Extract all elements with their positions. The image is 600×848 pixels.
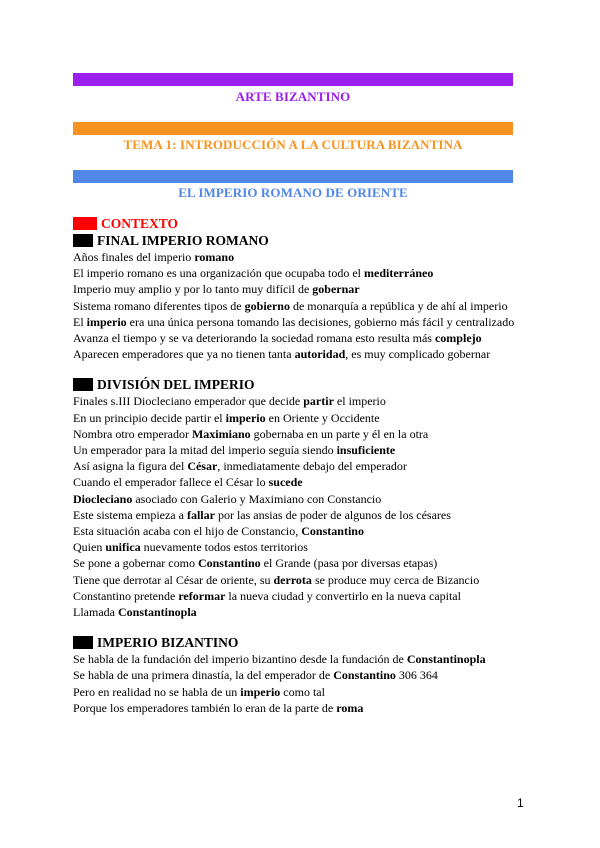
bold-keyword: unifica xyxy=(105,540,141,555)
text-segment: era una única persona tomando las decisiones, gobierno más fácil y centralizado xyxy=(126,314,515,329)
section-title: DIVISIÓN DEL IMPERIO xyxy=(97,377,255,393)
section-heading xyxy=(73,232,533,249)
text-segment: nuevamente todos estos territorios xyxy=(140,540,308,555)
topic-heading: TEMA 1: INTRODUCCIÓN A LA CULTURA BIZANTINA xyxy=(123,137,463,152)
text-line xyxy=(73,651,533,667)
sections-container xyxy=(73,232,533,716)
text-line xyxy=(73,426,533,442)
section-heading xyxy=(73,634,533,651)
text-segment: El xyxy=(73,314,87,329)
text-line xyxy=(73,684,533,700)
bold-keyword: Constantino xyxy=(197,556,261,571)
text-segment: por las ansias de poder de algunos de los césares xyxy=(214,507,451,522)
text-segment: en Oriente y Occidente xyxy=(265,410,380,425)
bold-keyword: insuficiente xyxy=(336,443,396,458)
section-title: IMPERIO BIZANTINO xyxy=(97,635,239,651)
text-line xyxy=(73,572,533,588)
text-segment: 306 364 xyxy=(395,668,438,683)
bold-keyword: César xyxy=(187,459,218,474)
bold-keyword: romano xyxy=(194,250,235,264)
text-segment: Años finales del imperio xyxy=(73,250,195,264)
topic-color-bar xyxy=(73,122,513,135)
text-segment: Esta situación acaba con el hijo de Constancio, xyxy=(73,524,302,539)
text-segment: Imperio muy amplio y por lo tanto muy difícil de xyxy=(73,282,313,297)
text-segment: Finales s.III Diocleciano emperador que decide xyxy=(73,394,304,409)
text-segment: como tal xyxy=(280,684,325,699)
text-segment: se produce muy cerca de Bizancio xyxy=(311,572,480,587)
bold-keyword: mediterráneo xyxy=(364,266,434,281)
text-line xyxy=(73,265,533,281)
text-line xyxy=(73,458,533,474)
bold-keyword: Maximiano xyxy=(191,426,251,441)
text-segment: Este sistema empieza a xyxy=(73,507,187,522)
text-line xyxy=(73,442,533,458)
title-color-bar xyxy=(73,73,513,86)
bold-keyword: imperio xyxy=(225,410,266,425)
bold-keyword: Diocleciano xyxy=(73,491,133,506)
text-line xyxy=(73,700,533,716)
text-line xyxy=(73,588,533,604)
bold-keyword: sucede xyxy=(268,475,303,490)
text-segment: Se habla de la fundación del imperio bizantino desde la fundación de xyxy=(73,652,407,667)
page-number: 1 xyxy=(517,796,524,810)
black-marker-icon xyxy=(73,234,93,247)
text-segment: Se habla de una primera dinastía, la del emperador de xyxy=(73,668,334,683)
text-segment: En un principio decide partir el xyxy=(73,410,226,425)
section-heading xyxy=(73,376,533,393)
text-segment: El imperio romano es una organización que ocupaba todo el xyxy=(73,266,365,281)
section-title: FINAL IMPERIO ROMANO xyxy=(97,233,269,248)
subtitle-color-bar xyxy=(73,170,513,183)
bold-keyword: reformar xyxy=(178,588,226,603)
bold-keyword: Constantinopla xyxy=(406,652,486,667)
text-segment: el Grande (pasa por diversas etapas) xyxy=(260,556,438,571)
bold-keyword: roma xyxy=(336,700,364,715)
text-segment: , es muy complicado gobernar xyxy=(345,347,491,362)
bold-keyword: autoridad xyxy=(294,347,346,362)
text-line xyxy=(73,491,533,507)
bold-keyword: Constantino xyxy=(333,668,396,683)
text-line xyxy=(73,249,533,265)
bold-keyword: Constantino xyxy=(301,524,364,539)
text-segment: gobernaba en un parte y él en la otra xyxy=(250,426,429,441)
context-heading xyxy=(73,215,533,232)
text-line xyxy=(73,330,533,346)
text-segment: Sistema romano diferentes tipos de xyxy=(73,298,245,313)
text-segment: asociado con Galerio y Maximiano con Constancio xyxy=(132,491,382,506)
text-line xyxy=(73,539,533,555)
text-line xyxy=(73,474,533,490)
context-label: CONTEXTO xyxy=(101,216,179,231)
subtitle-heading: EL IMPERIO ROMANO DE ORIENTE xyxy=(178,185,408,200)
text-line xyxy=(73,346,533,362)
text-segment: Un emperador para la mitad del imperio seguía siendo xyxy=(73,443,337,458)
text-segment: Llamada xyxy=(73,605,118,620)
text-segment: Quien xyxy=(73,540,106,555)
text-segment: Tiene que derrotar al César de oriente, su xyxy=(73,572,274,587)
black-marker-icon xyxy=(73,636,93,649)
document-body xyxy=(73,215,533,716)
bold-keyword: imperio xyxy=(240,684,281,699)
text-segment: de monarquía a república y de ahí al imperio xyxy=(289,298,508,313)
text-line xyxy=(73,555,533,571)
bold-keyword: fallar xyxy=(186,507,215,522)
text-line xyxy=(73,393,533,409)
text-line xyxy=(73,667,533,683)
text-segment: , inmediatamente debajo del emperador xyxy=(217,459,407,474)
text-segment: Constantino pretende xyxy=(73,588,179,603)
bold-keyword: imperio xyxy=(86,314,127,329)
bold-keyword: complejo xyxy=(434,331,482,346)
text-line xyxy=(73,410,533,426)
text-segment: Aparecen emperadores que ya no tienen tanta xyxy=(73,347,295,362)
text-segment: Porque los emperadores también lo eran de la parte de xyxy=(73,700,337,715)
text-segment: Pero en realidad no se habla de un xyxy=(73,684,241,699)
black-marker-icon xyxy=(73,378,93,391)
section-spacer xyxy=(73,362,533,376)
text-segment: Nombra otro emperador xyxy=(73,426,192,441)
text-line xyxy=(73,507,533,523)
bold-keyword: gobernar xyxy=(312,282,360,297)
document-title: ARTE BIZANTINO xyxy=(235,89,351,104)
section-spacer xyxy=(73,620,533,634)
text-segment: Cuando el emperador fallece el César lo xyxy=(73,475,269,490)
text-line xyxy=(73,281,533,297)
red-marker-icon xyxy=(73,217,97,230)
text-line xyxy=(73,523,533,539)
bold-keyword: gobierno xyxy=(244,298,290,313)
text-segment: la nueva ciudad y convertirlo en la nueva capital xyxy=(225,588,461,603)
text-segment: Así asigna la figura del xyxy=(73,459,188,474)
bold-keyword: derrota xyxy=(273,572,312,587)
text-segment: Se pone a gobernar como xyxy=(73,556,198,571)
bold-keyword: partir xyxy=(303,394,334,409)
text-line xyxy=(73,604,533,620)
text-line xyxy=(73,314,533,330)
bold-keyword: Constantinopla xyxy=(117,605,197,620)
text-line xyxy=(73,298,533,314)
text-segment: el imperio xyxy=(333,394,386,409)
text-segment: Avanza el tiempo y se va deteriorando la sociedad romana esto resulta más xyxy=(73,331,435,346)
